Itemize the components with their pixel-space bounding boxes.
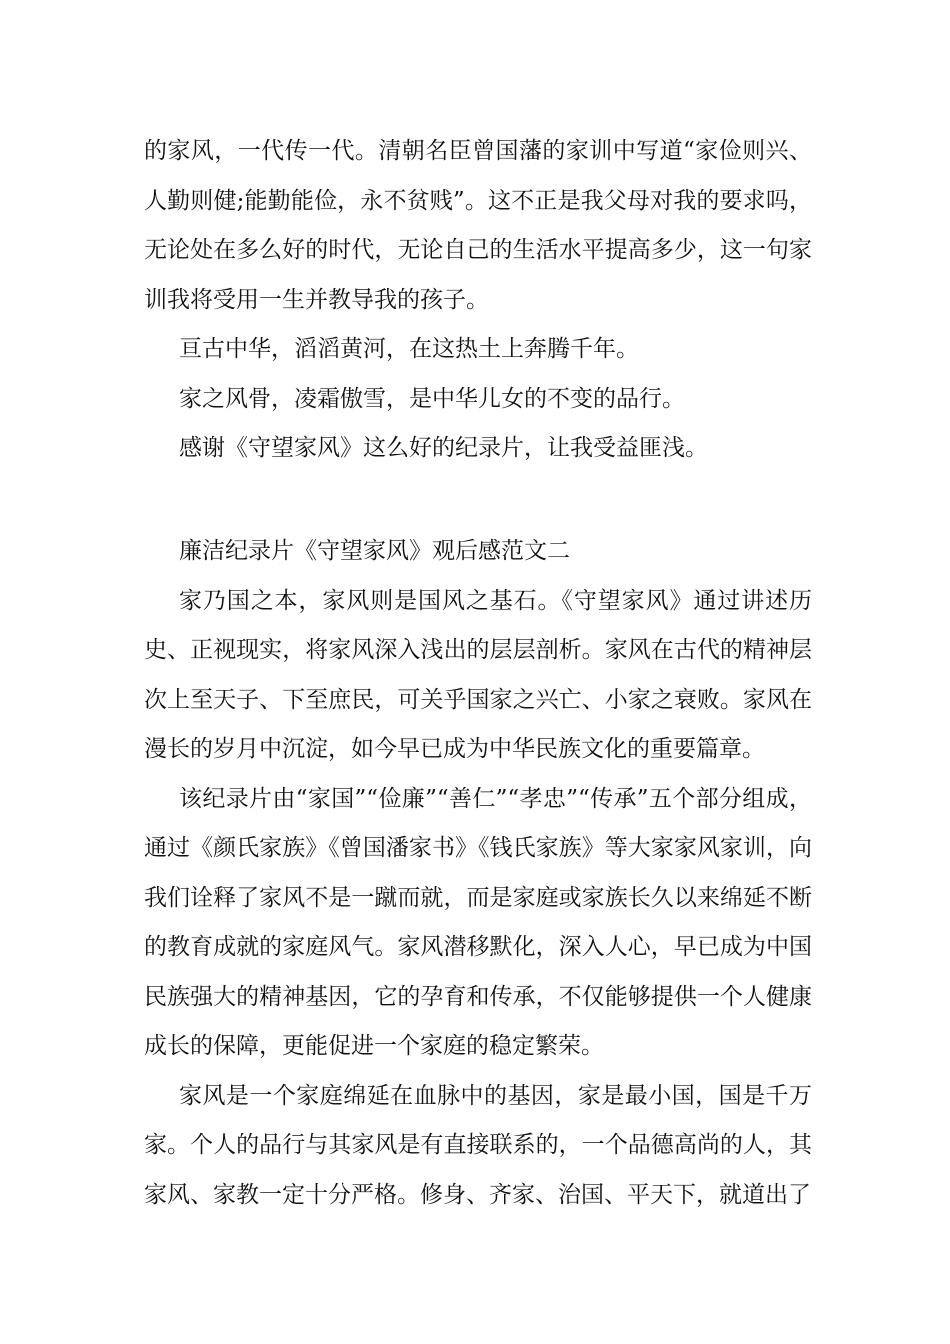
paragraph: 该纪录片由“家国”“俭廉”“善仁”“孝忠”“传承”五个部分组成，通过《颜氏家族》《曾国潘家书》《钱氏家族》等大家家风家训，向我们诠释了家风不是一蹴而就，而是家庭或家族长久以来绵延不断的教育成就的家庭风气。家风潜移默化，深入人心，早已成为中国民族强大的精神基因，它的孕育和传承，不仅能够提供一个人健康成长的保障，更能促进一个家庭的稳定繁荣。	[144, 785, 812, 1059]
paragraph: 亘古中华，滔滔黄河，在这热土上奔腾千年。	[179, 336, 639, 362]
paragraph: 家风是一个家庭绵延在血脉中的基因，家是最小国，国是千万家。个人的品行与其家风是有直接联系的，一个品德高尚的人，其家风、家教一定十分严格。修身、齐家、治国、平天下，就道出了	[144, 1082, 812, 1208]
paragraph-continued: 的家风，一代传一代。清朝名臣曾国藩的家训中写道“家俭则兴、人勤则健;能勤能俭，永不贫贱”。这不正是我父母对我的要求吗，无论处在多么好的时代，无论自己的生活水平提高多少，这一句家训我将受用一生并教导我的孩子。	[144, 138, 812, 313]
paragraph: 家之风骨，凌霜傲雪，是中华儿女的不变的品行。	[179, 385, 685, 412]
section-two	[144, 527, 812, 1220]
section-one	[144, 127, 812, 474]
paragraph: 感谢《守望家风》这么好的纪录片，让我受益匪浅。	[179, 435, 708, 461]
section-heading: 廉洁纪录片《守望家风》观后感范文二	[179, 538, 570, 564]
paragraph: 家乃国之本，家风则是国风之基石。《守望家风》通过讲述历史、正视现实，将家风深入浅出的层层剖析。家风在古代的精神层次上至天子、下至庶民，可关乎国家之兴亡、小家之衰败。家风在漫长的岁月中沉淀，如今早已成为中华民族文化的重要篇章。	[144, 587, 812, 762]
